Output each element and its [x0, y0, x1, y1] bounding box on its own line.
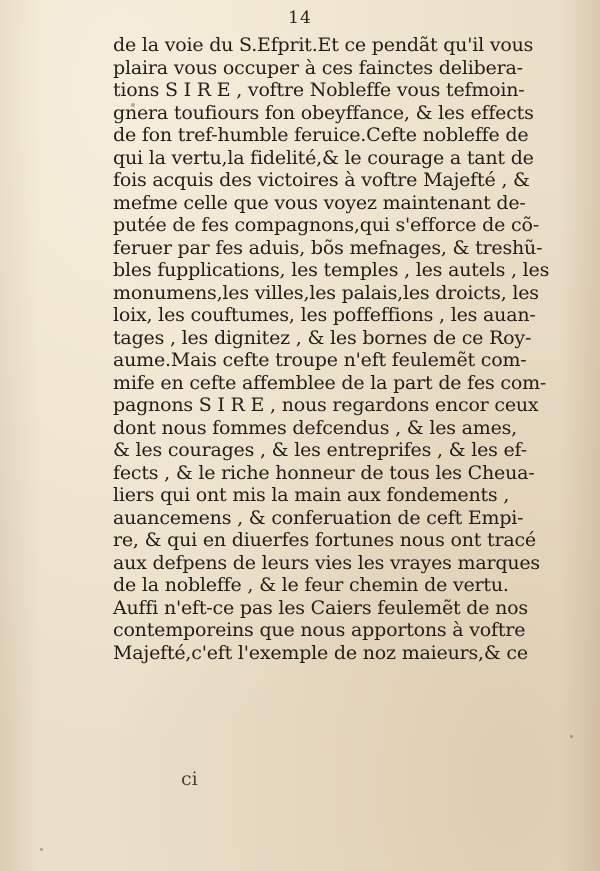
text-line: Majefté,c'eft l'exemple de noz maieurs,& ce — [113, 641, 528, 664]
text-line: aume.Mais cefte troupe n'eft feulemẽt com- — [113, 349, 527, 371]
text-line: re, & qui en diuerfes fortunes nous ont tracé — [113, 529, 536, 551]
text-line: loix, les couftumes, les poffeffions , les auan- — [113, 304, 536, 326]
text-line: tages , les dignitez , & les bornes de ce Roy- — [113, 326, 532, 349]
text-line: liers qui ont mis la main aux fondements , — [113, 484, 510, 506]
text-line: auancemens , & conferuation de ceft Empi- — [113, 506, 524, 529]
text-line: aux defpens de leurs vies les vrayes marques — [113, 551, 540, 574]
text-line: feruer par fes aduis, bõs mefnages, & treshũ- — [113, 236, 543, 259]
text-line: monumens,les villes,les palais,les droicts, les — [113, 281, 539, 304]
text-line: pagnons S I R E , nous regardons encor ceux — [113, 394, 539, 416]
paper-speck — [570, 735, 573, 738]
text-block — [113, 34, 583, 664]
page-number: 14 — [288, 8, 312, 28]
text-line: Auffi n'eft-ce pas les Caiers feulemẽt de nos — [113, 596, 528, 619]
text-line: mefme celle que vous voyez maintenant de- — [113, 191, 526, 214]
text-line: mife en cefte affemblee de la part de fes com- — [113, 371, 547, 394]
text-line: de la voie du S.Efprit.Et ce pendãt qu'il vous — [113, 34, 534, 56]
text-line: qui la vertu,la fidelité,& le courage a tant de — [113, 146, 534, 169]
text-line: tions S I R E , voftre Nobleffe vous tefmoin- — [113, 79, 525, 101]
text-line: de la nobleffe , & le feur chemin de vertu. — [113, 574, 509, 596]
text-line: de fon tref-humble feruice.Cefte nobleffe de — [113, 124, 529, 146]
catchword: ci — [181, 768, 198, 790]
paper-speck — [131, 103, 135, 107]
text-line: putée de fes compagnons,qui s'efforce de cõ- — [113, 214, 539, 236]
text-line: & les courages , & les entreprifes , & les ef- — [113, 439, 527, 461]
text-line: contemporeins que nous apportons à voftre — [113, 619, 526, 641]
text-line: plaira vous occuper à ces fainctes delibera- — [113, 56, 523, 79]
text-line: bles fupplications, les temples , les autels , les — [113, 259, 550, 281]
text-line: dont nous fommes defcendus , & les ames, — [113, 416, 518, 439]
text-line: gnera toufiours fon obeyffance, & les effects — [113, 101, 534, 124]
paper-speck — [40, 848, 43, 851]
text-line: fois acquis des victoires à voftre Majefté , & — [113, 169, 530, 191]
text-line: fects , & le riche honneur de tous les Cheua- — [113, 461, 535, 484]
